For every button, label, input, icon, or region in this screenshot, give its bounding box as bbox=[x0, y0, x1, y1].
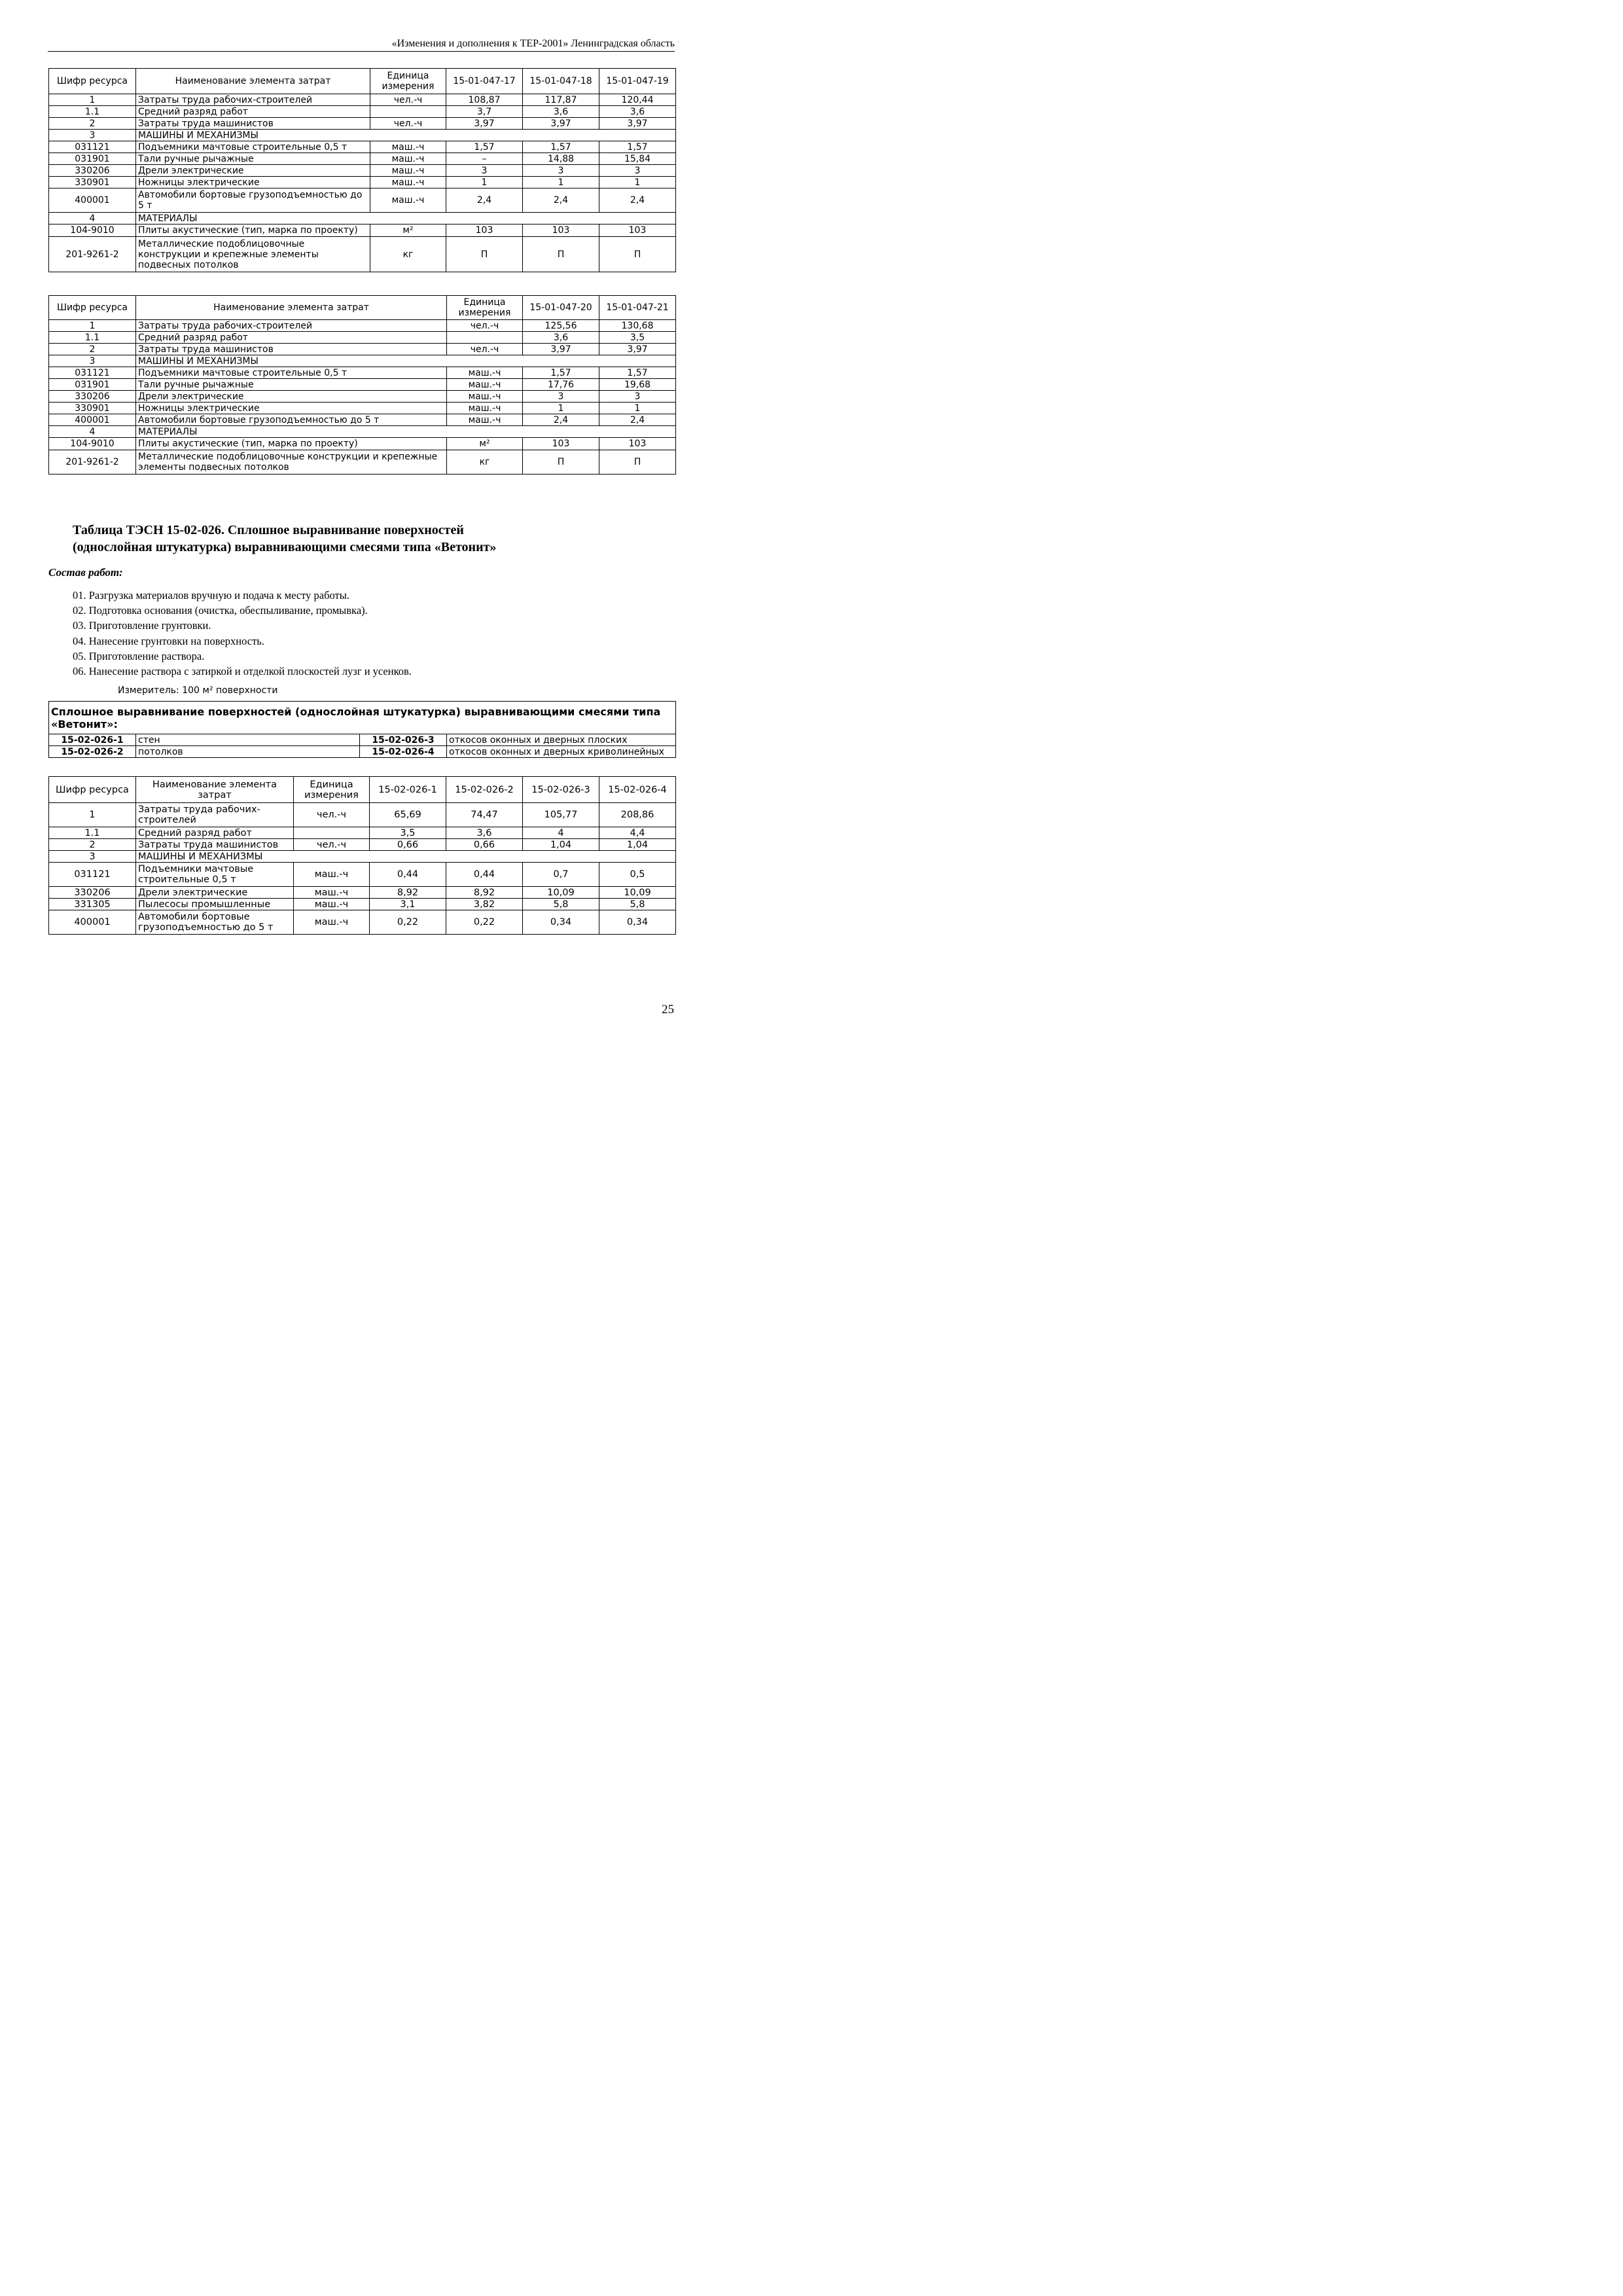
table-header-row bbox=[49, 296, 676, 320]
table-row: 1 Затраты труда рабочих-строителей чел.-ч 108,87 117,87 120,44 bbox=[49, 94, 676, 106]
col-header: 15-01-047-21 bbox=[599, 296, 676, 320]
col-header: 15-01-047-19 bbox=[599, 69, 676, 94]
col-header: 15-02-026-2 bbox=[446, 777, 523, 803]
table-row: 031121 Подъемники мачтовые строительные 0,5 т маш.-ч 1,57 1,57 bbox=[49, 367, 676, 379]
col-header: 15-02-026-1 bbox=[370, 777, 446, 803]
col-header: Наименование элемента затрат bbox=[136, 69, 370, 94]
table-section-row: 3 МАШИНЫ И МЕХАНИЗМЫ bbox=[49, 130, 676, 141]
list-item: 01. Разгрузка материалов вручную и подача к месту работы. bbox=[73, 589, 349, 601]
table-row: 400001 Автомобили бортовые грузоподъемностью до 5 т маш.-ч 2,4 2,4 bbox=[49, 414, 676, 426]
table-row: 15-02-026-1 стен 15-02-026-3 откосов оконных и дверных плоских bbox=[49, 734, 676, 746]
col-header: Наименование элемента затрат bbox=[136, 296, 447, 320]
list-item: 02. Подготовка основания (очистка, обеспыливание, промывка). bbox=[73, 604, 368, 617]
table-row: 1 Затраты труда рабочих-строителей чел.-ч 65,69 74,47 105,77 208,86 bbox=[49, 803, 676, 827]
list-item: 03. Приготовление грунтовки. bbox=[73, 619, 211, 632]
table-row: 031901 Тали ручные рычажные маш.-ч 17,76 19,68 bbox=[49, 379, 676, 391]
resource-table-3 bbox=[48, 776, 676, 935]
table-row: 031901 Тали ручные рычажные маш.-ч – 14,88 15,84 bbox=[49, 153, 676, 165]
list-item: 05. Приготовление раствора. bbox=[73, 649, 205, 662]
resource-table-1 bbox=[48, 68, 676, 272]
code-table-title-row: Сплошное выравнивание поверхностей (однослойная штукатурка) выравнивающими смесями типа «Ветонит»: bbox=[49, 702, 676, 734]
table-row: 104-9010 Плиты акустические (тип, марка по проекту) м² 103 103 103 bbox=[49, 224, 676, 237]
table-row: 330206 Дрели электрические маш.-ч 3 3 bbox=[49, 391, 676, 403]
running-header: «Изменения и дополнения к ТЕР-2001» Ленинградская область bbox=[391, 38, 675, 49]
table-section-row: 4 МАТЕРИАЛЫ bbox=[49, 426, 676, 438]
table-row: 031121 Подъемники мачтовые строительные 0,5 т маш.-ч 1,57 1,57 1,57 bbox=[49, 141, 676, 153]
col-header: Единица измерения bbox=[294, 777, 370, 803]
col-header: 15-02-026-4 bbox=[599, 777, 676, 803]
table-row: 15-02-026-2 потолков 15-02-026-4 откосов оконных и дверных криволинейных bbox=[49, 746, 676, 758]
col-header: 15-01-047-17 bbox=[446, 69, 523, 94]
list-item: 06. Нанесение раствора с затиркой и отделкой плоскостей лузг и усенков. bbox=[73, 665, 412, 678]
col-header: 15-02-026-3 bbox=[523, 777, 599, 803]
table-row: 1 Затраты труда рабочих-строителей чел.-ч 125,56 130,68 bbox=[49, 320, 676, 332]
table-row: 2 Затраты труда машинистов чел.-ч 3,97 3,97 3,97 bbox=[49, 118, 676, 130]
table-row: 400001 Автомобили бортовые грузоподъемностью до 5 т маш.-ч 0,22 0,22 0,34 0,34 bbox=[49, 910, 676, 935]
table-header-row bbox=[49, 777, 676, 803]
code-table bbox=[48, 701, 676, 758]
col-header: Шифр ресурса bbox=[49, 777, 136, 803]
section-title-line-1: Таблица ТЭСН 15-02-026. Сплошное выравнивание поверхностей bbox=[73, 523, 464, 537]
table-row: 1.1 Средний разряд работ 3,5 3,6 4 4,4 bbox=[49, 827, 676, 839]
table-row: 331305 Пылесосы промышленные маш.-ч 3,1 3,82 5,8 5,8 bbox=[49, 899, 676, 910]
section-title bbox=[73, 522, 496, 556]
table-row: 2 Затраты труда машинистов чел.-ч 3,97 3,97 bbox=[49, 344, 676, 355]
measure-unit: Измеритель: 100 м² поверхности bbox=[118, 685, 278, 696]
table-header-row bbox=[49, 69, 676, 94]
table-row: 330901 Ножницы электрические маш.-ч 1 1 bbox=[49, 403, 676, 414]
col-header: Единица измерения bbox=[370, 69, 446, 94]
table-section-row: 3 МАШИНЫ И МЕХАНИЗМЫ bbox=[49, 851, 676, 863]
col-header: 15-01-047-18 bbox=[523, 69, 599, 94]
table-row: 330206 Дрели электрические маш.-ч 3 3 3 bbox=[49, 165, 676, 177]
col-header: Шифр ресурса bbox=[49, 296, 136, 320]
table-row: 330901 Ножницы электрические маш.-ч 1 1 1 bbox=[49, 177, 676, 188]
col-header: 15-01-047-20 bbox=[523, 296, 599, 320]
col-header: Единица измерения bbox=[447, 296, 523, 320]
list-item: 04. Нанесение грунтовки на поверхность. bbox=[73, 634, 264, 647]
table-row: 400001 Автомобили бортовые грузоподъемностью до 5 т маш.-ч 2,4 2,4 2,4 bbox=[49, 188, 676, 213]
resource-table-2 bbox=[48, 295, 676, 475]
table-row: 104-9010 Плиты акустические (тип, марка по проекту) м² 103 103 bbox=[49, 438, 676, 450]
table-section-row: 4 МАТЕРИАЛЫ bbox=[49, 213, 676, 224]
works-heading: Состав работ: bbox=[48, 566, 123, 579]
section-title-line-2: (однослойная штукатурка) выравнивающими смесями типа «Ветонит» bbox=[73, 540, 497, 554]
table-row: 201-9261-2 Металлические подоблицовочные конструкции и крепежные элементы подвесных потолков кг П П П bbox=[49, 237, 676, 272]
table-row: 1.1 Средний разряд работ 3,7 3,6 3,6 bbox=[49, 106, 676, 118]
works-list bbox=[73, 588, 412, 679]
table-row: 201-9261-2 Металлические подоблицовочные конструкции и крепежные элементы подвесных потолков кг П П bbox=[49, 450, 676, 475]
table-section-row: 3 МАШИНЫ И МЕХАНИЗМЫ bbox=[49, 355, 676, 367]
col-header: Наименование элемента затрат bbox=[136, 777, 294, 803]
table-row: 031121 Подъемники мачтовые строительные 0,5 т маш.-ч 0,44 0,44 0,7 0,5 bbox=[49, 863, 676, 887]
table-row: 1.1 Средний разряд работ 3,6 3,5 bbox=[49, 332, 676, 344]
page-number: 25 bbox=[662, 1003, 674, 1016]
header-rule bbox=[48, 51, 675, 52]
table-row: 330206 Дрели электрические маш.-ч 8,92 8,92 10,09 10,09 bbox=[49, 887, 676, 899]
col-header: Шифр ресурса bbox=[49, 69, 136, 94]
table-row: 2 Затраты труда машинистов чел.-ч 0,66 0,66 1,04 1,04 bbox=[49, 839, 676, 851]
